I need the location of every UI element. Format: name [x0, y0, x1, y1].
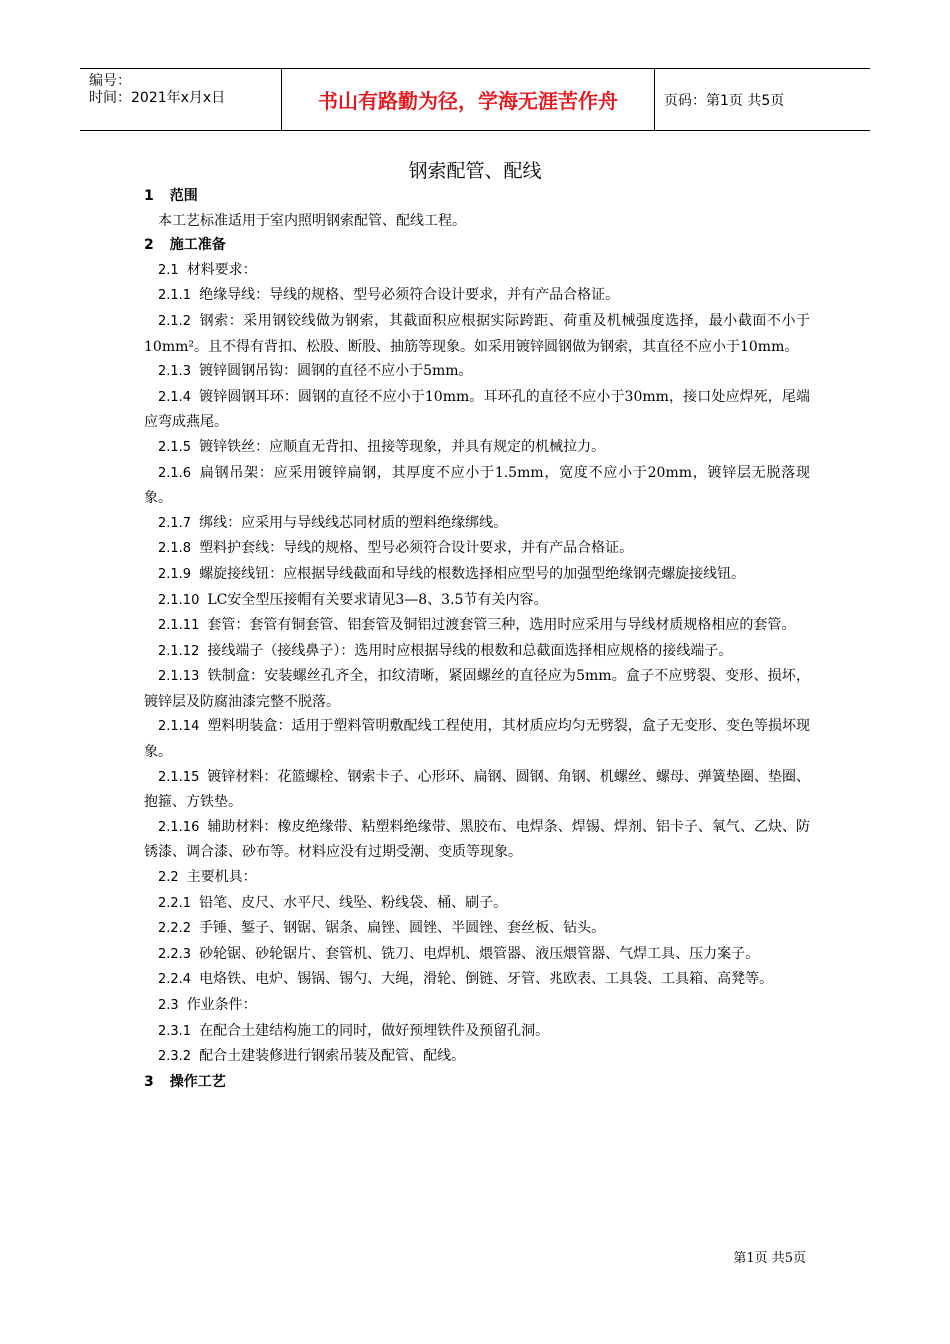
paragraph [144, 283, 810, 309]
clause-text: 铁制盒：安装螺丝孔齐全，扣纹清晰，紧固螺丝的直径应为5mm。盒子不应劈裂、变形、损坏，镀锌层及防腐油漆完整不脱落。 [144, 668, 810, 710]
clause-number: 2.1.8 [158, 541, 192, 557]
paragraph [144, 942, 810, 968]
header-motto: 书山有路勤为径，学海无涯苦作舟 [282, 69, 655, 130]
clause-text: 镀锌圆钢吊钩：圆钢的直径不应小于5mm。 [199, 363, 473, 380]
paragraph [144, 309, 810, 359]
paragraph [144, 664, 810, 714]
page-footer: 第1页 共5页 [733, 1251, 806, 1266]
clause-text: 配合土建装修进行钢索吊装及配管、配线。 [199, 1048, 466, 1065]
header-page-info: 页码：第1页 共5页 [664, 92, 785, 109]
page-header [80, 68, 870, 131]
clause-text: 塑料明装盒：适用于塑料管明敷配线工程使用，其材质应均匀无劈裂，盒子无变形、变色等损坏现象。 [144, 718, 810, 761]
clause-number: 2.3.1 [158, 1023, 192, 1039]
clause-number: 2.1.10 [158, 592, 200, 608]
clause-text: 钢索：采用钢铰线做为钢索，其截面积应根据实际跨距、荷重及机械强度选择，最小截面不小于10mm²。且不得有背扣、松股、断股、抽筋等现象。如采用镀锌圆钢做为钢索，其直径不应小于10mm。 [144, 312, 810, 355]
clause-text: 接线端子（接线鼻子）：选用时应根据导线的根数和总截面选择相应规格的接线端子。 [207, 642, 733, 659]
paragraph [144, 714, 810, 764]
clause-text: 砂轮锯、砂轮锯片、套管机、铣刀、电焊机、煨管器、液压煨管器、气焊工具、压力案子。 [199, 945, 760, 962]
paragraph [144, 993, 810, 1019]
clause-text: 塑料护套线：导线的规格、型号必须符合设计要求，并有产品合格证。 [199, 540, 634, 557]
clause-number: 2.1.9 [158, 566, 192, 582]
clause-number: 2.1.7 [158, 515, 192, 531]
paragraph [144, 1044, 810, 1070]
clause-text: 镀锌铁丝：应顺直无背扣、扭接等现象，并具有规定的机械拉力。 [199, 438, 606, 455]
clause-text: 扁钢吊架：应采用镀锌扁钢，其厚度不应小于1.5mm，宽度不应小于20mm，镀锌层无脱落现象。 [144, 464, 810, 507]
paragraph [144, 639, 810, 665]
clause-number: 2.1.11 [158, 618, 200, 634]
clause-number: 2.1.2 [158, 313, 192, 329]
paragraph [144, 891, 810, 917]
clause-number: 2.1.12 [158, 643, 200, 659]
header-meta [80, 69, 282, 130]
paragraph [144, 588, 810, 614]
clause-number: 2 [144, 237, 154, 254]
clause-number: 2.1.6 [158, 465, 192, 481]
clause-text: 镀锌圆钢耳环：圆钢的直径不应小于10mm。耳环孔的直径不应小于30mm，接口处应焊死，尾端应弯成燕尾。 [144, 388, 810, 431]
section-heading [144, 184, 810, 209]
clause-number: 2.1.5 [158, 439, 192, 455]
clause-number: 2.2.1 [158, 895, 192, 911]
clause-text: 范围 [169, 188, 198, 204]
clause-number: 2.1.13 [158, 669, 200, 685]
paragraph [144, 511, 810, 537]
paragraph [144, 765, 810, 815]
paragraph [144, 916, 810, 942]
clause-number: 2.1.14 [158, 719, 200, 735]
paragraph [144, 562, 810, 588]
clause-text: 施工准备 [169, 237, 226, 254]
clause-number: 2.2.4 [158, 972, 192, 988]
paragraph [144, 536, 810, 562]
paragraph [144, 258, 810, 284]
paragraph [144, 209, 810, 234]
document-body [144, 184, 810, 1094]
clause-text: 手锤、錾子、钢锯、锯条、扁锉、圆锉、半圆锉、套丝板、钻头。 [199, 920, 606, 937]
clause-text: 电烙铁、电炉、锡锅、锡勺、大绳，滑轮、倒链、牙管、兆欧表、工具袋、工具箱、高凳等。 [199, 971, 774, 988]
clause-text: 辅助材料：橡皮绝缘带、粘塑料绝缘带、黑胶布、电焊条、焊锡、焊剂、铝卡子、氧气、乙炔、防锈漆、调合漆、砂布等。材料应没有过期受潮、变质等现象。 [144, 818, 810, 861]
clause-number: 2.1.4 [158, 389, 192, 405]
clause-text: LC安全型压接帽有关要求请见3—8、3.5节有关内容。 [207, 591, 548, 608]
clause-text: 材料要求： [186, 261, 257, 278]
clause-text: 绑线：应采用与导线线芯同材质的塑料绝缘绑线。 [199, 514, 508, 531]
paragraph [144, 461, 810, 511]
clause-number: 2.3.2 [158, 1049, 192, 1065]
clause-number: 2.2.2 [158, 921, 192, 937]
clause-text: 铅笔、皮尺、水平尺、线坠、粉线袋、桶、刷子。 [199, 894, 508, 911]
clause-text: 镀锌材料：花篮螺栓、钢索卡子、心形环、扁钢、圆钢、角钢、机螺丝、螺母、弹簧垫圈、垫圈、抱箍、方铁垫。 [144, 768, 810, 811]
clause-number: 2.2.3 [158, 946, 192, 962]
doc-time-label: 时间：2021年x月x日 [89, 90, 226, 106]
doc-number-label: 编号： [89, 73, 131, 89]
clause-number: 2.1.15 [158, 769, 200, 785]
clause-number: 2.1.16 [158, 819, 200, 835]
clause-number: 2.1.1 [158, 288, 192, 304]
clause-number: 2.1 [158, 262, 179, 278]
clause-number: 2.3 [158, 998, 179, 1013]
paragraph [144, 359, 810, 385]
clause-text: 主要机具： [186, 869, 257, 886]
clause-number: 1 [144, 188, 154, 204]
paragraph [144, 613, 810, 639]
paragraph [144, 967, 810, 993]
clause-text: 操作工艺 [169, 1073, 226, 1090]
clause-number: 2.1.3 [158, 364, 192, 380]
paragraph [144, 385, 810, 435]
clause-number: 3 [144, 1073, 154, 1090]
section-heading [144, 1070, 810, 1095]
clause-text: 作业条件： [186, 997, 257, 1013]
paragraph [144, 815, 810, 865]
clause-text: 本工艺标准适用于室内照明钢索配管、配线工程。 [158, 212, 466, 229]
paragraph [144, 1019, 810, 1045]
document-title: 钢索配管、配线 [408, 160, 542, 182]
paragraph [144, 435, 810, 461]
paragraph [144, 865, 810, 891]
clause-text: 绝缘导线：导线的规格、型号必须符合设计要求，并有产品合格证。 [199, 287, 620, 304]
section-heading [144, 233, 810, 258]
clause-text: 螺旋接线钮：应根据导线截面和导线的根数选择相应型号的加强型绝缘钢壳螺旋接线钮。 [199, 565, 746, 582]
clause-text: 在配合土建结构施工的同时，做好预埋铁件及预留孔洞。 [199, 1022, 550, 1039]
clause-text: 套管：套管有铜套管、铝套管及铜铝过渡套管三种，选用时应采用与导线材质规格相应的套管。 [207, 617, 796, 634]
clause-number: 2.2 [158, 870, 179, 886]
